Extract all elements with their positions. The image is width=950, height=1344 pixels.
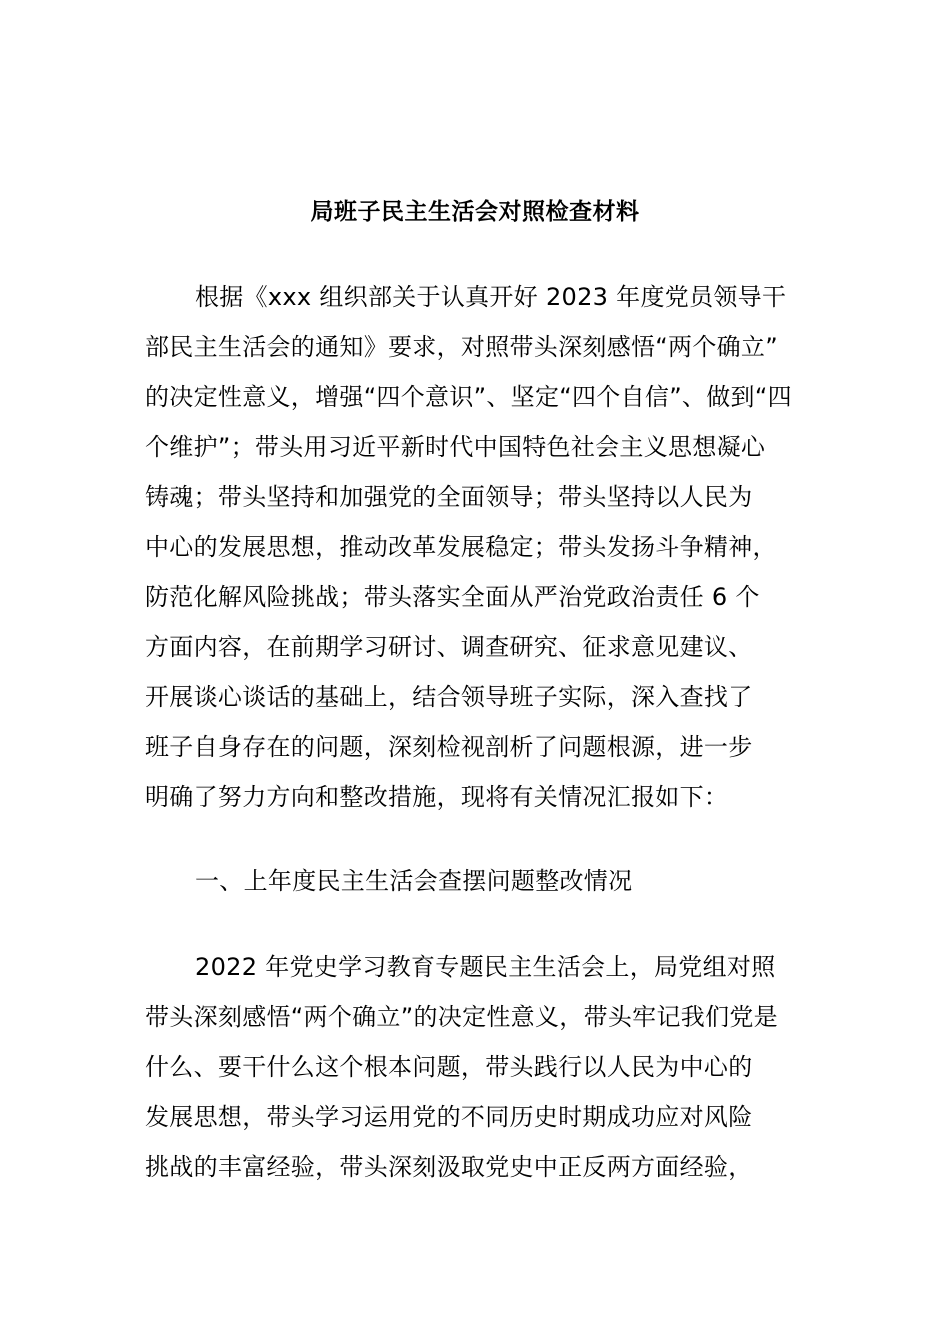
- paragraph-line: 方面内容，在前期学习研讨、调查研究、征求意见建议、: [145, 633, 753, 661]
- paragraph-line: 发展思想，带头学习运用党的不同历史时期成功应对风险: [145, 1103, 753, 1131]
- paragraph-line: 中心的发展思想，推动改革发展稳定；带头发扬斗争精神，: [145, 533, 777, 561]
- section-heading: 一、上年度民主生活会查摆问题整改情况: [195, 867, 633, 895]
- paragraph-line: 班子自身存在的问题，深刻检视剖析了问题根源，进一步: [145, 733, 753, 761]
- paragraph-line: 2022 年党史学习教育专题民主生活会上，局党组对照: [195, 953, 776, 981]
- document-title: 局班子民主生活会对照检查材料: [310, 199, 640, 225]
- paragraph-line: 挑战的丰富经验，带头深刻汲取党史中正反两方面经验，: [145, 1153, 753, 1181]
- paragraph-line: 带头深刻感悟“两个确立”的决定性意义，带头牢记我们党是: [145, 1003, 778, 1031]
- paragraph-line: 的决定性意义，增强“四个意识”、坚定“四个自信”、做到“四: [145, 383, 792, 411]
- paragraph-line: 什么、要干什么这个根本问题，带头践行以人民为中心的: [145, 1053, 753, 1081]
- paragraph-line: 部民主生活会的通知》要求，对照带头深刻感悟“两个确立”: [145, 333, 778, 361]
- paragraph-line: 防范化解风险挑战；带头落实全面从严治党政治责任 6 个: [145, 583, 760, 611]
- paragraph-line: 明确了努力方向和整改措施，现将有关情况汇报如下：: [145, 783, 729, 811]
- paragraph-line: 根据《xxx 组织部关于认真开好 2023 年度党员领导干: [195, 283, 787, 311]
- paragraph-line: 铸魂；带头坚持和加强党的全面领导；带头坚持以人民为: [145, 483, 753, 511]
- paragraph-line: 开展谈心谈话的基础上，结合领导班子实际，深入查找了: [145, 683, 753, 711]
- paragraph-line: 个维护”；带头用习近平新时代中国特色社会主义思想凝心: [145, 433, 766, 461]
